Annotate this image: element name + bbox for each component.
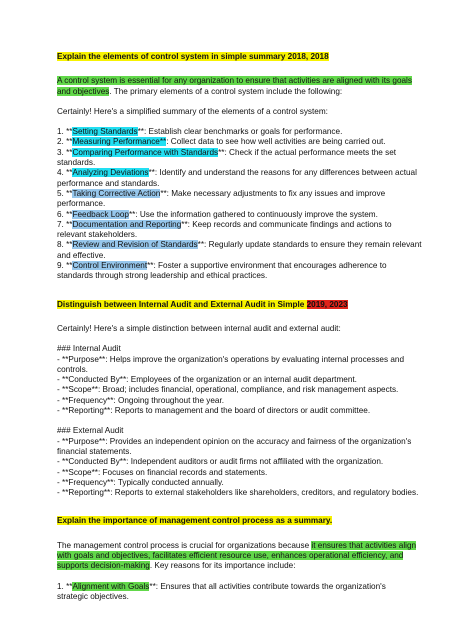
list-item: 6. **Feedback Loop**: Use the information gathered to continuously improve the system.: [57, 209, 378, 219]
list-item: 1. **Alignment with Goals**: Ensures that all activities contribute towards the organization's: [57, 581, 386, 591]
section3-para-line1: The management control process is crucial for organizations because it ensures that activities align: [57, 540, 417, 550]
list-item: - **Frequency**: Typically conducted annually.: [57, 477, 224, 487]
list-item-cont: standards through strong leadership and ethical practices.: [57, 271, 268, 281]
intro-highlight-b: and objectives: [57, 86, 110, 96]
list-item-cont: and effective.: [57, 250, 106, 260]
list-item: - **Frequency**: Ongoing throughout the year.: [57, 395, 225, 405]
list-item-cont: relevant stakeholders.: [57, 230, 138, 240]
list-item-cont: controls.: [57, 364, 88, 374]
para-highlight: supports decision-making: [57, 561, 150, 571]
term-highlight: Documentation and Reporting: [72, 219, 182, 229]
list-item-cont: strategic objectives.: [57, 591, 129, 601]
term-highlight: Alignment with Goals: [72, 581, 150, 591]
list-item: - **Reporting**: Reports to external stakeholders like shareholders, creditors, and regulatory bodies.: [57, 488, 419, 498]
intro-rest: . The primary elements of a control system include the following:: [109, 86, 343, 96]
list-item-cont: performance.: [57, 199, 106, 209]
list-item: - **Reporting**: Reports to management and the board of directors or audit committee.: [57, 406, 371, 416]
list-item: - **Purpose**: Provides an independent opinion on the accuracy and fairness of the organization's: [57, 436, 412, 446]
list-item: - **Conducted By**: Employees of the organization or an internal audit department.: [57, 375, 357, 385]
list-item: 5. **Taking Corrective Action**: Make necessary adjustments to fix any issues and improve: [57, 188, 386, 198]
term-highlight: Analyzing Deviations: [72, 168, 149, 178]
internal-audit-title: ### Internal Audit: [57, 344, 121, 354]
section2-heading-years: 2019, 2023: [306, 299, 348, 309]
term-highlight: Setting Standards: [72, 127, 138, 137]
internal-audit-list: [57, 355, 434, 417]
section1-intro-line1: [57, 76, 434, 86]
para-highlight: it ensures that activities align: [311, 540, 417, 550]
term-highlight: Measuring Performance**: [72, 137, 167, 147]
section1-intro-line2: [57, 87, 434, 97]
section3-heading-text: Explain the importance of management control process as a summary.: [57, 516, 333, 526]
list-item: - **Purpose**: Helps improve the organization's operations by evaluating internal processes and: [57, 354, 405, 364]
external-audit-list: [57, 437, 434, 499]
section2-heading: [57, 300, 434, 310]
list-item: - **Scope**: Broad; includes financial, operational, compliance, and risk management aspects.: [57, 385, 399, 395]
section1-heading-text: Explain the elements of control system in simple summary 2018, 2018: [57, 52, 329, 61]
term-highlight: Taking Corrective Action: [72, 188, 161, 198]
list-item: 8. **Review and Revision of Standards**: Regularly update standards to ensure they remain relevant: [57, 240, 422, 250]
list-item-cont: financial statements.: [57, 446, 132, 456]
list-item: 7. **Documentation and Reporting**: Keep records and communicate findings and actions to: [57, 219, 392, 229]
section2-heading-text: Distinguish between Internal Audit and External Audit in Simple: [57, 299, 307, 309]
elements-list: [57, 127, 434, 281]
list-item: 9. **Control Environment**: Foster a supportive environment that encourages adherence to: [57, 261, 387, 271]
list-item: - **Conducted By**: Independent auditors or audit firms not affiliated with the organization.: [57, 457, 384, 467]
list-item: 4. **Analyzing Deviations**: Identify and understand the reasons for any differences between actual: [57, 168, 417, 178]
term-highlight: Review and Revision of Standards: [72, 240, 198, 250]
list-item: - **Scope**: Focuses on financial records and statements.: [57, 467, 268, 477]
para-highlight: with goals and objectives, facilitates efficient resource use, enhances operational efficiency, and: [57, 550, 404, 560]
term-highlight: Control Environment: [72, 261, 148, 271]
term-highlight: Feedback Loop: [72, 209, 129, 219]
section2-lead: Certainly! Here's a simple distinction between internal audit and external audit:: [57, 323, 341, 333]
intro-highlight-a: A control system is essential for any organization to ensure that activities are aligned with its goals: [57, 76, 412, 86]
term-highlight: Comparing Performance with Standards: [72, 147, 219, 157]
section1-heading: [57, 52, 434, 62]
external-audit-title: ### External Audit: [57, 426, 124, 436]
list-item: 1. **Setting Standards**: Establish clear benchmarks or goals for performance.: [57, 127, 343, 137]
list-item-cont: standards.: [57, 158, 96, 168]
section3-para-line3: supports decision-making. Key reasons for its importance include:: [57, 561, 296, 571]
list-item: 3. **Comparing Performance with Standards**: Check if the actual performance meets the set: [57, 147, 397, 157]
section3-para-line2: [57, 551, 434, 561]
list-item: 2. **Measuring Performance**: Collect data to see how well activities are being carried out.: [57, 137, 386, 147]
section3-heading: [57, 516, 434, 526]
list-item-cont: performance and standards.: [57, 178, 160, 188]
section1-lead: Certainly! Here's a simplified summary of the elements of a control system:: [57, 106, 328, 116]
